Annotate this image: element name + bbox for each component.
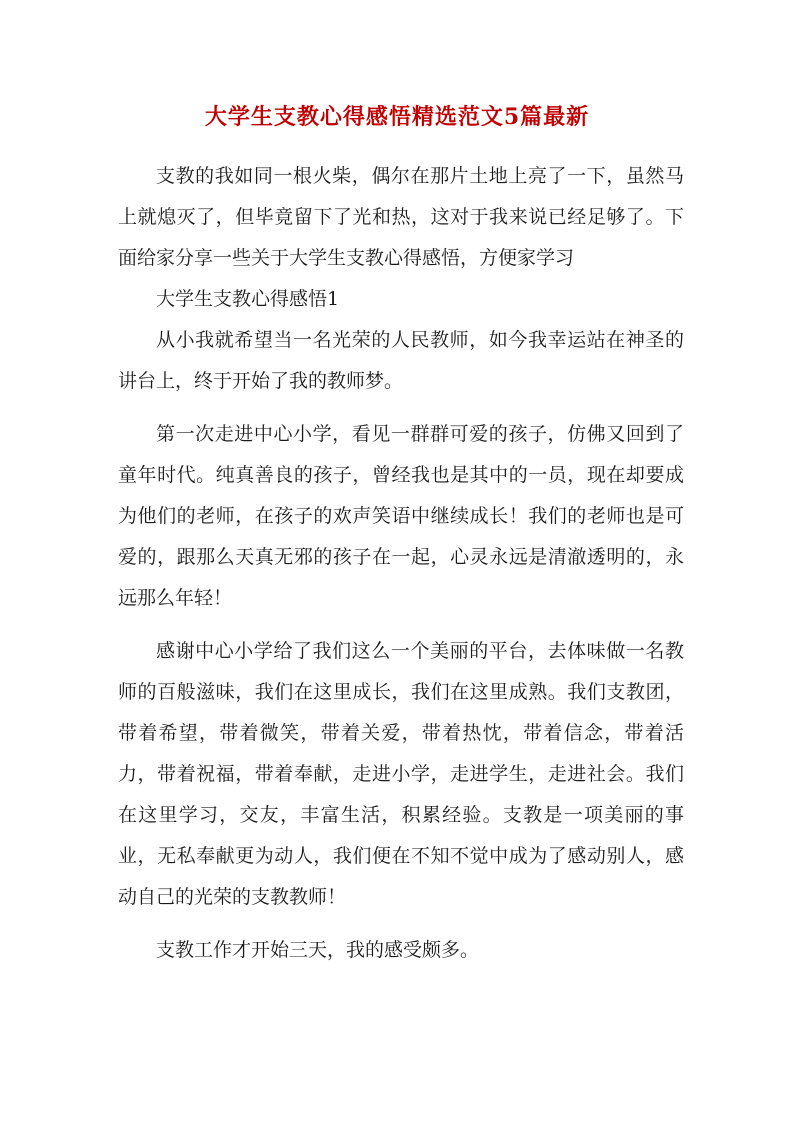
body-paragraph: 支教工作才开始三天，我的感受颇多。	[156, 939, 480, 961]
body-paragraph: 感谢中心小学给了我们这么一个美丽的平台，去体味做一名教师的百般滋味，我们在这里成长，我们在这里成熟。我们支教团，带着希望，带着微笑，带着关爱，带着热忱，带着信念，带着活力，带着祝福，带着奉献，走进小学，走进学生，走进社会。我们在这里学习，交友，丰富生活，积累经验。支教是一项美丽的事业，无私奉献更为动人，我们便在不知不觉中成为了感动别人，感动自己的光荣的支教教师！	[118, 640, 684, 908]
body-paragraph: 第一次走进中心小学，看见一群群可爱的孩子，仿佛又回到了童年时代。纯真善良的孩子，曾经我也是其中的一员，现在却要成为他们的老师，在孩子的欢声笑语中继续成长！我们的老师也是可爱的，跟那么天真无邪的孩子在一起，心灵永远是清澈透明的，永远那么年轻！	[118, 423, 684, 609]
intro-paragraph: 支教的我如同一根火柴，偶尔在那片土地上亮了一下，虽然马上就熄灭了，但毕竟留下了光和热，这对于我来说已经足够了。下面给家分享一些关于大学生支教心得感悟，方便家学习	[118, 165, 684, 269]
body-paragraph: 从小我就希望当一名光荣的人民教师，如今我幸运站在神圣的讲台上，终于开始了我的教师梦。	[118, 329, 684, 392]
document-title: 大学生支教心得感悟精选范文5篇最新	[204, 104, 590, 130]
section-heading: 大学生支教心得感悟1	[156, 288, 340, 310]
document-body	[118, 156, 684, 971]
